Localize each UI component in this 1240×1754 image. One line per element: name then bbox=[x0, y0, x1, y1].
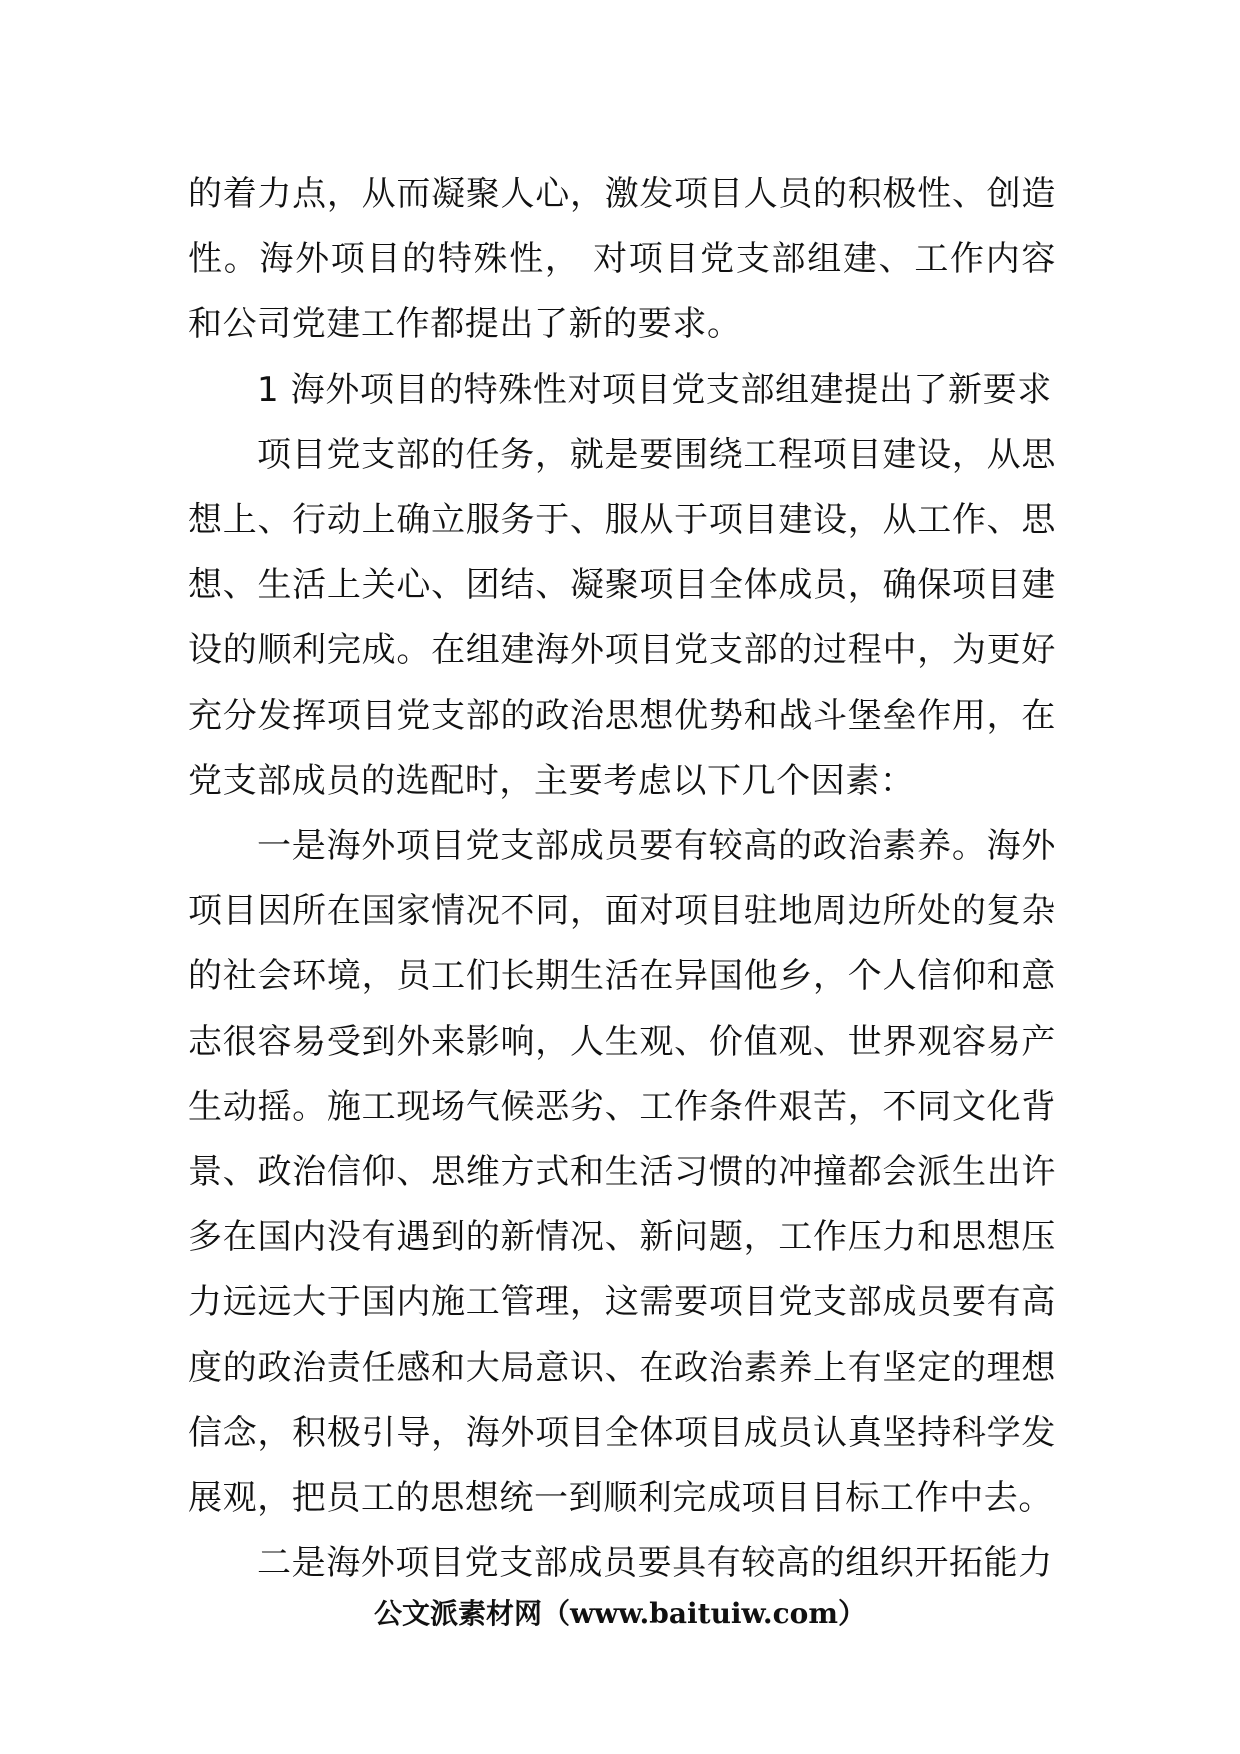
paragraph-continuation: 的着力点，从而凝聚人心，激发项目人员的积极性、创造性。海外项目的特殊性， 对项目党支部组建、工作内容和公司党建工作都提出了新的要求。 bbox=[188, 174, 1056, 345]
paragraph-political-literacy: 一是海外项目党支部成员要有较高的政治素养。海外项目因所在国家情况不同，面对项目驻地周边所处的复杂的社会环境，员工们长期生活在异国他乡，个人信仰和意志很容易受到外来影响，人生观、价值观、世界观容易产生动摇。施工现场气候恶劣、工作条件艰苦，不同文化背景、政治信仰、思维方式和生活习惯的冲撞都会派生出许多在国内没有遇到的新情况、新问题，工作压力和思想压力远远大于国内施工管理，这需要项目党支部成员要有高度的政治责任感和大局意识、在政治素养上有坚定的理想信念，积极引导，海外项目全体项目成员认真坚持科学发展观，把员工的思想统一到顺利完成项目目标工作中去。 bbox=[188, 826, 1056, 1519]
section-heading: 1 海外项目的特殊性对项目党支部组建提出了新要求 bbox=[257, 369, 1052, 410]
paragraph-organizational-ability: 二是海外项目党支部成员要具有较高的组织开拓能力 bbox=[257, 1543, 1053, 1584]
document-body bbox=[188, 162, 1056, 1596]
paragraph-party-branch-task: 项目党支部的任务，就是要围绕工程项目建设，从思想上、行动上确立服务于、服从于项目建设，从工作、思想、生活上关心、团结、凝聚项目全体成员，确保项目建设的顺利完成。在组建海外项目党支部的过程中，为更好充分发挥项目党支部的政治思想优势和战斗堡垒作用，在党支部成员的选配时，主要考虑以下几个因素： bbox=[188, 434, 1056, 801]
footer-watermark: 公文派素材网（www.baituiw.com） bbox=[374, 1597, 866, 1630]
